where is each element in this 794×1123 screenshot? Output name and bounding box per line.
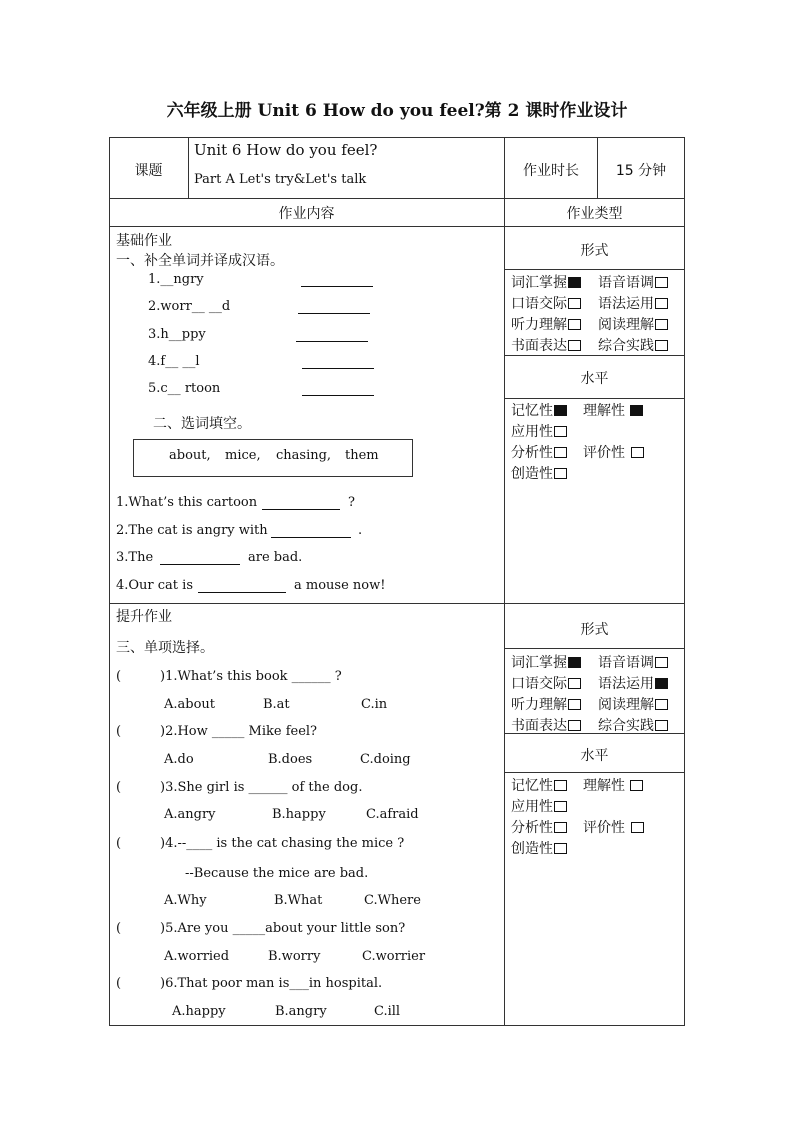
- checkbox-item[interactable]: [511, 314, 581, 334]
- answer-blank[interactable]: [296, 329, 368, 342]
- option-b[interactable]: B.angry: [275, 1004, 327, 1019]
- unchecked-box-icon[interactable]: [554, 468, 567, 479]
- checkbox-label: 记忆性: [511, 778, 553, 794]
- option-a[interactable]: A.happy: [172, 1004, 226, 1019]
- document-title: 六年级上册 Unit 6 How do you feel?第 2 课时作业设计: [166, 101, 628, 121]
- fill-item-text: 2.The cat is angry with: [116, 523, 268, 538]
- question-text: )6.That poor man is___in hospital.: [160, 976, 383, 991]
- checked-box-icon[interactable]: [568, 657, 581, 668]
- checked-box-icon[interactable]: [655, 678, 668, 689]
- unchecked-box-icon[interactable]: [630, 780, 643, 791]
- checkbox-label: 应用性: [511, 799, 553, 815]
- option-b[interactable]: B.happy: [272, 807, 326, 822]
- checked-box-icon[interactable]: [554, 405, 567, 416]
- fill-item-end: ?: [348, 495, 355, 510]
- part2-title: 二、选词填空。: [153, 416, 251, 432]
- checkbox-item[interactable]: [583, 442, 644, 462]
- level-label: 水平: [580, 371, 609, 387]
- checkbox-label: 书面表达: [511, 338, 567, 354]
- part3-title: 三、单项选择。: [116, 640, 214, 656]
- checkbox-label: 语法运用: [598, 676, 654, 692]
- question-note: --Because the mice are bad.: [185, 866, 369, 881]
- checkbox-label: 创造性: [511, 841, 553, 857]
- question-paren: (: [116, 780, 122, 795]
- question-text: )4.--____ is the cat chasing the mice ?: [160, 836, 405, 851]
- option-a[interactable]: A.worried: [164, 949, 230, 964]
- checkbox-label: 语法运用: [598, 296, 654, 312]
- checkbox-item[interactable]: [598, 652, 668, 672]
- checkbox-item[interactable]: [511, 400, 567, 420]
- checkbox-item[interactable]: [511, 838, 567, 858]
- unchecked-box-icon[interactable]: [655, 319, 668, 330]
- unchecked-box-icon[interactable]: [554, 801, 567, 812]
- checkbox-label: 评价性: [583, 820, 625, 836]
- checkbox-label: 分析性: [511, 445, 553, 461]
- option-c[interactable]: C.in: [361, 697, 388, 712]
- checkbox-label: 理解性: [583, 778, 625, 794]
- word-item: 3.h__ppy: [148, 327, 206, 342]
- word-item: 2.worr__ __d: [148, 299, 231, 314]
- fill-blank[interactable]: [198, 580, 286, 593]
- lesson-part: Part A Let's try&Let's talk: [194, 172, 367, 187]
- checkbox-label: 词汇掌握: [511, 275, 567, 291]
- checkbox-item[interactable]: [511, 715, 581, 735]
- checkbox-item[interactable]: [511, 673, 581, 693]
- checkbox-item[interactable]: [511, 463, 567, 483]
- checkbox-item[interactable]: [511, 817, 567, 837]
- unchecked-box-icon[interactable]: [554, 843, 567, 854]
- checkbox-item[interactable]: [583, 400, 643, 420]
- unchecked-box-icon[interactable]: [631, 447, 644, 458]
- option-c[interactable]: C.afraid: [366, 807, 419, 822]
- unchecked-box-icon[interactable]: [655, 657, 668, 668]
- word-item: 1.__ngry: [148, 272, 204, 287]
- checkbox-label: 分析性: [511, 820, 553, 836]
- checkbox-label: 口语交际: [511, 296, 567, 312]
- checkbox-label: 记忆性: [511, 403, 553, 419]
- fill-item-end: .: [358, 523, 363, 538]
- checkbox-item[interactable]: [598, 335, 668, 355]
- unchecked-box-icon[interactable]: [631, 822, 644, 833]
- option-b[interactable]: B.worry: [268, 949, 321, 964]
- checkbox-item[interactable]: [598, 694, 668, 714]
- question-text: )2.How _____ Mike feel?: [160, 724, 318, 739]
- question-paren: (: [116, 836, 122, 851]
- level-label: 水平: [580, 748, 609, 764]
- option-b[interactable]: B.What: [274, 893, 323, 908]
- option-b[interactable]: B.at: [263, 697, 290, 712]
- fill-item-end: a mouse now!: [294, 578, 386, 593]
- word-bank-item: them: [345, 448, 379, 463]
- checkbox-label: 理解性: [583, 403, 625, 419]
- answer-blank[interactable]: [302, 383, 374, 396]
- checkbox-item[interactable]: [511, 796, 567, 816]
- word-item: 4.f__ __l: [148, 354, 200, 369]
- fill-blank[interactable]: [262, 497, 340, 510]
- part1-title: 一、补全单词并译成汉语。: [116, 253, 284, 269]
- unchecked-box-icon[interactable]: [568, 298, 581, 309]
- checkbox-label: 语音语调: [598, 275, 654, 291]
- checked-box-icon[interactable]: [568, 277, 581, 288]
- unchecked-box-icon[interactable]: [554, 426, 567, 437]
- option-b[interactable]: B.does: [268, 752, 313, 767]
- unchecked-box-icon[interactable]: [655, 277, 668, 288]
- checkbox-item[interactable]: [598, 314, 668, 334]
- checkbox-item[interactable]: [511, 694, 581, 714]
- question-paren: (: [116, 724, 122, 739]
- unchecked-box-icon[interactable]: [655, 699, 668, 710]
- topic-label: 课题: [134, 163, 163, 179]
- checkbox-label: 阅读理解: [598, 697, 654, 713]
- fill-item-text: 4.Our cat is: [116, 578, 193, 593]
- duration-value: 15 分钟: [615, 163, 667, 179]
- checkbox-item[interactable]: [511, 775, 567, 795]
- option-c[interactable]: C.doing: [360, 752, 411, 767]
- checkbox-item[interactable]: [583, 817, 644, 837]
- word-bank-item: chasing,: [276, 448, 332, 463]
- checkbox-item[interactable]: [511, 421, 567, 441]
- word-bank-item: about,: [169, 448, 211, 463]
- option-c[interactable]: C.ill: [374, 1004, 401, 1019]
- checkbox-label: 评价性: [583, 445, 625, 461]
- question-paren: (: [116, 976, 122, 991]
- advanced-section-label: 提升作业: [116, 609, 172, 625]
- unchecked-box-icon[interactable]: [554, 780, 567, 791]
- checkbox-item[interactable]: [598, 715, 668, 735]
- fill-item-end: are bad.: [248, 550, 303, 565]
- unchecked-box-icon[interactable]: [568, 699, 581, 710]
- word-item: 5.c__ rtoon: [148, 381, 221, 396]
- checkbox-label: 书面表达: [511, 718, 567, 734]
- question-text: )3.She girl is ______ of the dog.: [160, 780, 363, 795]
- question-paren: (: [116, 669, 122, 684]
- checkbox-item[interactable]: [511, 272, 581, 292]
- checkbox-label: 口语交际: [511, 676, 567, 692]
- unchecked-box-icon[interactable]: [554, 822, 567, 833]
- checkbox-label: 语音语调: [598, 655, 654, 671]
- option-a[interactable]: A.Why: [164, 893, 207, 908]
- answer-blank[interactable]: [302, 356, 374, 369]
- form-label: 形式: [580, 243, 609, 259]
- duration-label: 作业时长: [523, 163, 579, 179]
- unchecked-box-icon[interactable]: [655, 298, 668, 309]
- fill-blank[interactable]: [271, 525, 351, 538]
- checkbox-item[interactable]: [511, 442, 567, 462]
- checkbox-label: 听力理解: [511, 697, 567, 713]
- word-bank-item: mice,: [225, 448, 261, 463]
- question-text: )5.Are you _____about your little son?: [160, 921, 406, 936]
- checkbox-label: 综合实践: [598, 338, 654, 354]
- unchecked-box-icon[interactable]: [568, 678, 581, 689]
- fill-item-text: 3.The: [116, 550, 154, 565]
- answer-blank[interactable]: [298, 301, 370, 314]
- unchecked-box-icon[interactable]: [655, 340, 668, 351]
- option-c[interactable]: C.Where: [364, 893, 421, 908]
- option-a[interactable]: A.angry: [164, 807, 216, 822]
- unchecked-box-icon[interactable]: [568, 720, 581, 731]
- basic-section-label: 基础作业: [116, 233, 172, 249]
- option-c[interactable]: C.worrier: [362, 949, 426, 964]
- unchecked-box-icon[interactable]: [568, 340, 581, 351]
- form-label: 形式: [580, 622, 609, 638]
- question-paren: (: [116, 921, 122, 936]
- checkbox-item[interactable]: [583, 775, 643, 795]
- checkbox-label: 综合实践: [598, 718, 654, 734]
- unchecked-box-icon[interactable]: [568, 319, 581, 330]
- unchecked-box-icon[interactable]: [655, 720, 668, 731]
- fill-blank[interactable]: [160, 552, 240, 565]
- answer-blank[interactable]: [301, 274, 373, 287]
- checkbox-label: 创造性: [511, 466, 553, 482]
- checkbox-label: 词汇掌握: [511, 655, 567, 671]
- option-a[interactable]: A.about: [164, 697, 216, 712]
- checkbox-label: 应用性: [511, 424, 553, 440]
- content-header: 作业内容: [278, 206, 335, 222]
- checkbox-label: 阅读理解: [598, 317, 654, 333]
- checkbox-item[interactable]: [598, 673, 668, 693]
- option-a[interactable]: A.do: [164, 752, 194, 767]
- checkbox-item[interactable]: [511, 335, 581, 355]
- checkbox-item[interactable]: [511, 293, 581, 313]
- checkbox-item[interactable]: [511, 652, 581, 672]
- checkbox-label: 听力理解: [511, 317, 567, 333]
- type-header: 作业类型: [566, 206, 623, 222]
- question-text: )1.What’s this book ______ ?: [160, 669, 342, 684]
- fill-item-text: 1.What’s this cartoon: [116, 495, 258, 510]
- unit-title: Unit 6 How do you feel?: [194, 141, 378, 159]
- unchecked-box-icon[interactable]: [554, 447, 567, 458]
- checkbox-item[interactable]: [598, 293, 668, 313]
- checked-box-icon[interactable]: [630, 405, 643, 416]
- checkbox-item[interactable]: [598, 272, 668, 292]
